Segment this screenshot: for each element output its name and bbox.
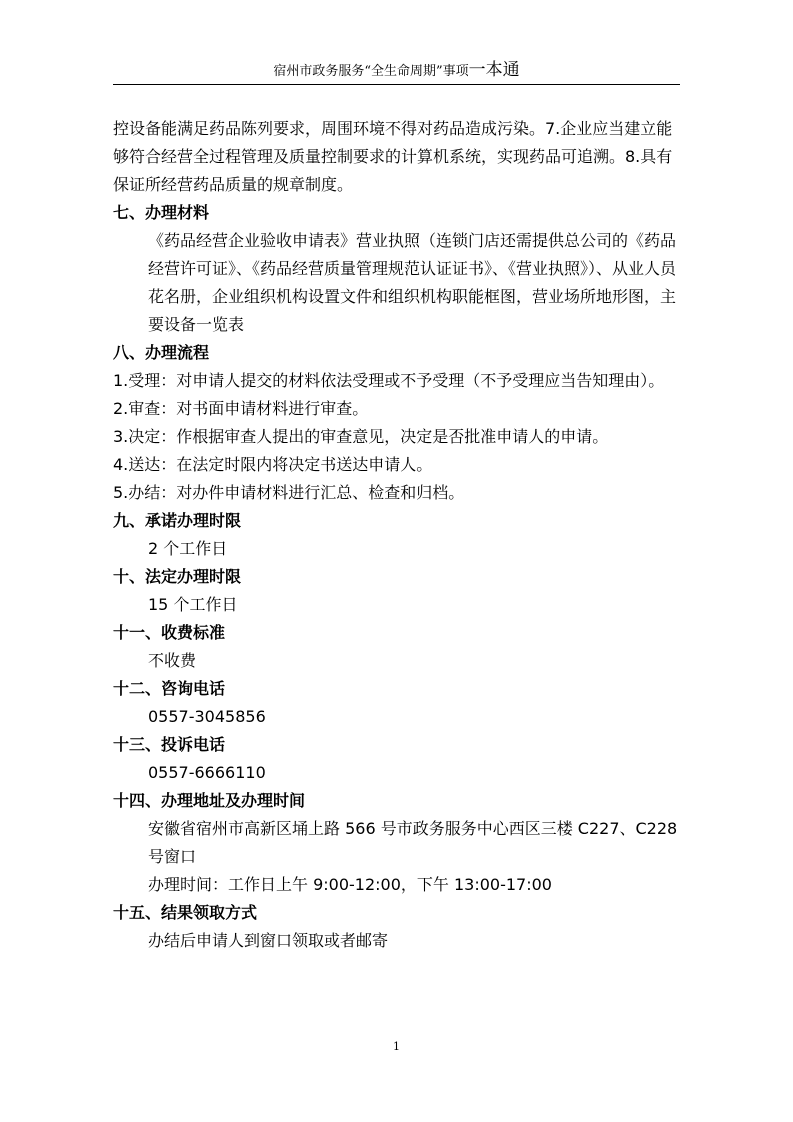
materials-text: 《药品经营企业验收申请表》营业执照（连锁门店还需提供总公司的《药品经营许可证》、《药品经营质量管理规范认证证书》、《营业执照》）、从业人员花名册，企业组织机构设置文件和组织机构职能框图，营业场所地形图，主要设备一览表 (148, 231, 677, 334)
process-step: 4.送达：在法定时限内将决定书送达申请人。 (113, 455, 433, 474)
conditions-tail-paragraph: 控设备能满足药品陈列要求，周围环境不得对药品造成污染。7.企业应当建立能够符合经营全过程管理及质量控制要求的计算机系统，实现药品可追溯。8.具有保证所经营药品质量的规章制度。 (113, 119, 673, 194)
document-body (113, 115, 686, 955)
section-heading-promised-time: 九、承诺办理时限 (113, 511, 242, 530)
process-step: 2.审查：对书面申请材料进行审查。 (113, 399, 369, 418)
pickup-value: 办结后申请人到窗口领取或者邮寄 (148, 931, 389, 950)
fee-value: 不收费 (148, 651, 197, 670)
section-heading-complaint-phone: 十三、投诉电话 (113, 735, 226, 754)
section-heading-consult-phone: 十二、咨询电话 (113, 679, 226, 698)
section-heading-process: 八、办理流程 (113, 343, 210, 362)
section-heading-legal-time: 十、法定办理时限 (113, 567, 242, 586)
page-header (113, 60, 680, 82)
page-number: 1 (393, 1040, 400, 1053)
header-title: 宿州市政务服务“全生命周期”事项 (273, 64, 469, 79)
promised-time-value: 2 个工作日 (148, 539, 228, 558)
section-heading-materials: 七、办理材料 (113, 203, 210, 222)
header-rule (113, 84, 680, 85)
legal-time-value: 15 个工作日 (148, 595, 238, 614)
address-text: 安徽省宿州市高新区埇上路 566 号市政务服务中心西区三楼 C227、C228 号窗口 (148, 819, 678, 866)
section-heading-address: 十四、办理地址及办理时间 (113, 791, 306, 810)
header-title-suffix: 一本通 (468, 60, 520, 80)
section-heading-pickup: 十五、结果领取方式 (113, 903, 258, 922)
process-step: 1.受理：对申请人提交的材料依法受理或不予受理（不予受理应当告知理由）。 (113, 371, 665, 390)
complaint-phone-value: 0557-6666110 (148, 763, 266, 782)
office-hours: 办理时间：工作日上午 9:00-12:00，下午 13:00-17:00 (148, 875, 552, 894)
section-heading-fee: 十一、收费标准 (113, 623, 226, 642)
process-step: 5.办结：对办件申请材料进行汇总、检查和归档。 (113, 483, 465, 502)
consult-phone-value: 0557-3045856 (148, 707, 266, 726)
process-step: 3.决定：作根据审查人提出的审查意见，决定是否批准申请人的申请。 (113, 427, 609, 446)
